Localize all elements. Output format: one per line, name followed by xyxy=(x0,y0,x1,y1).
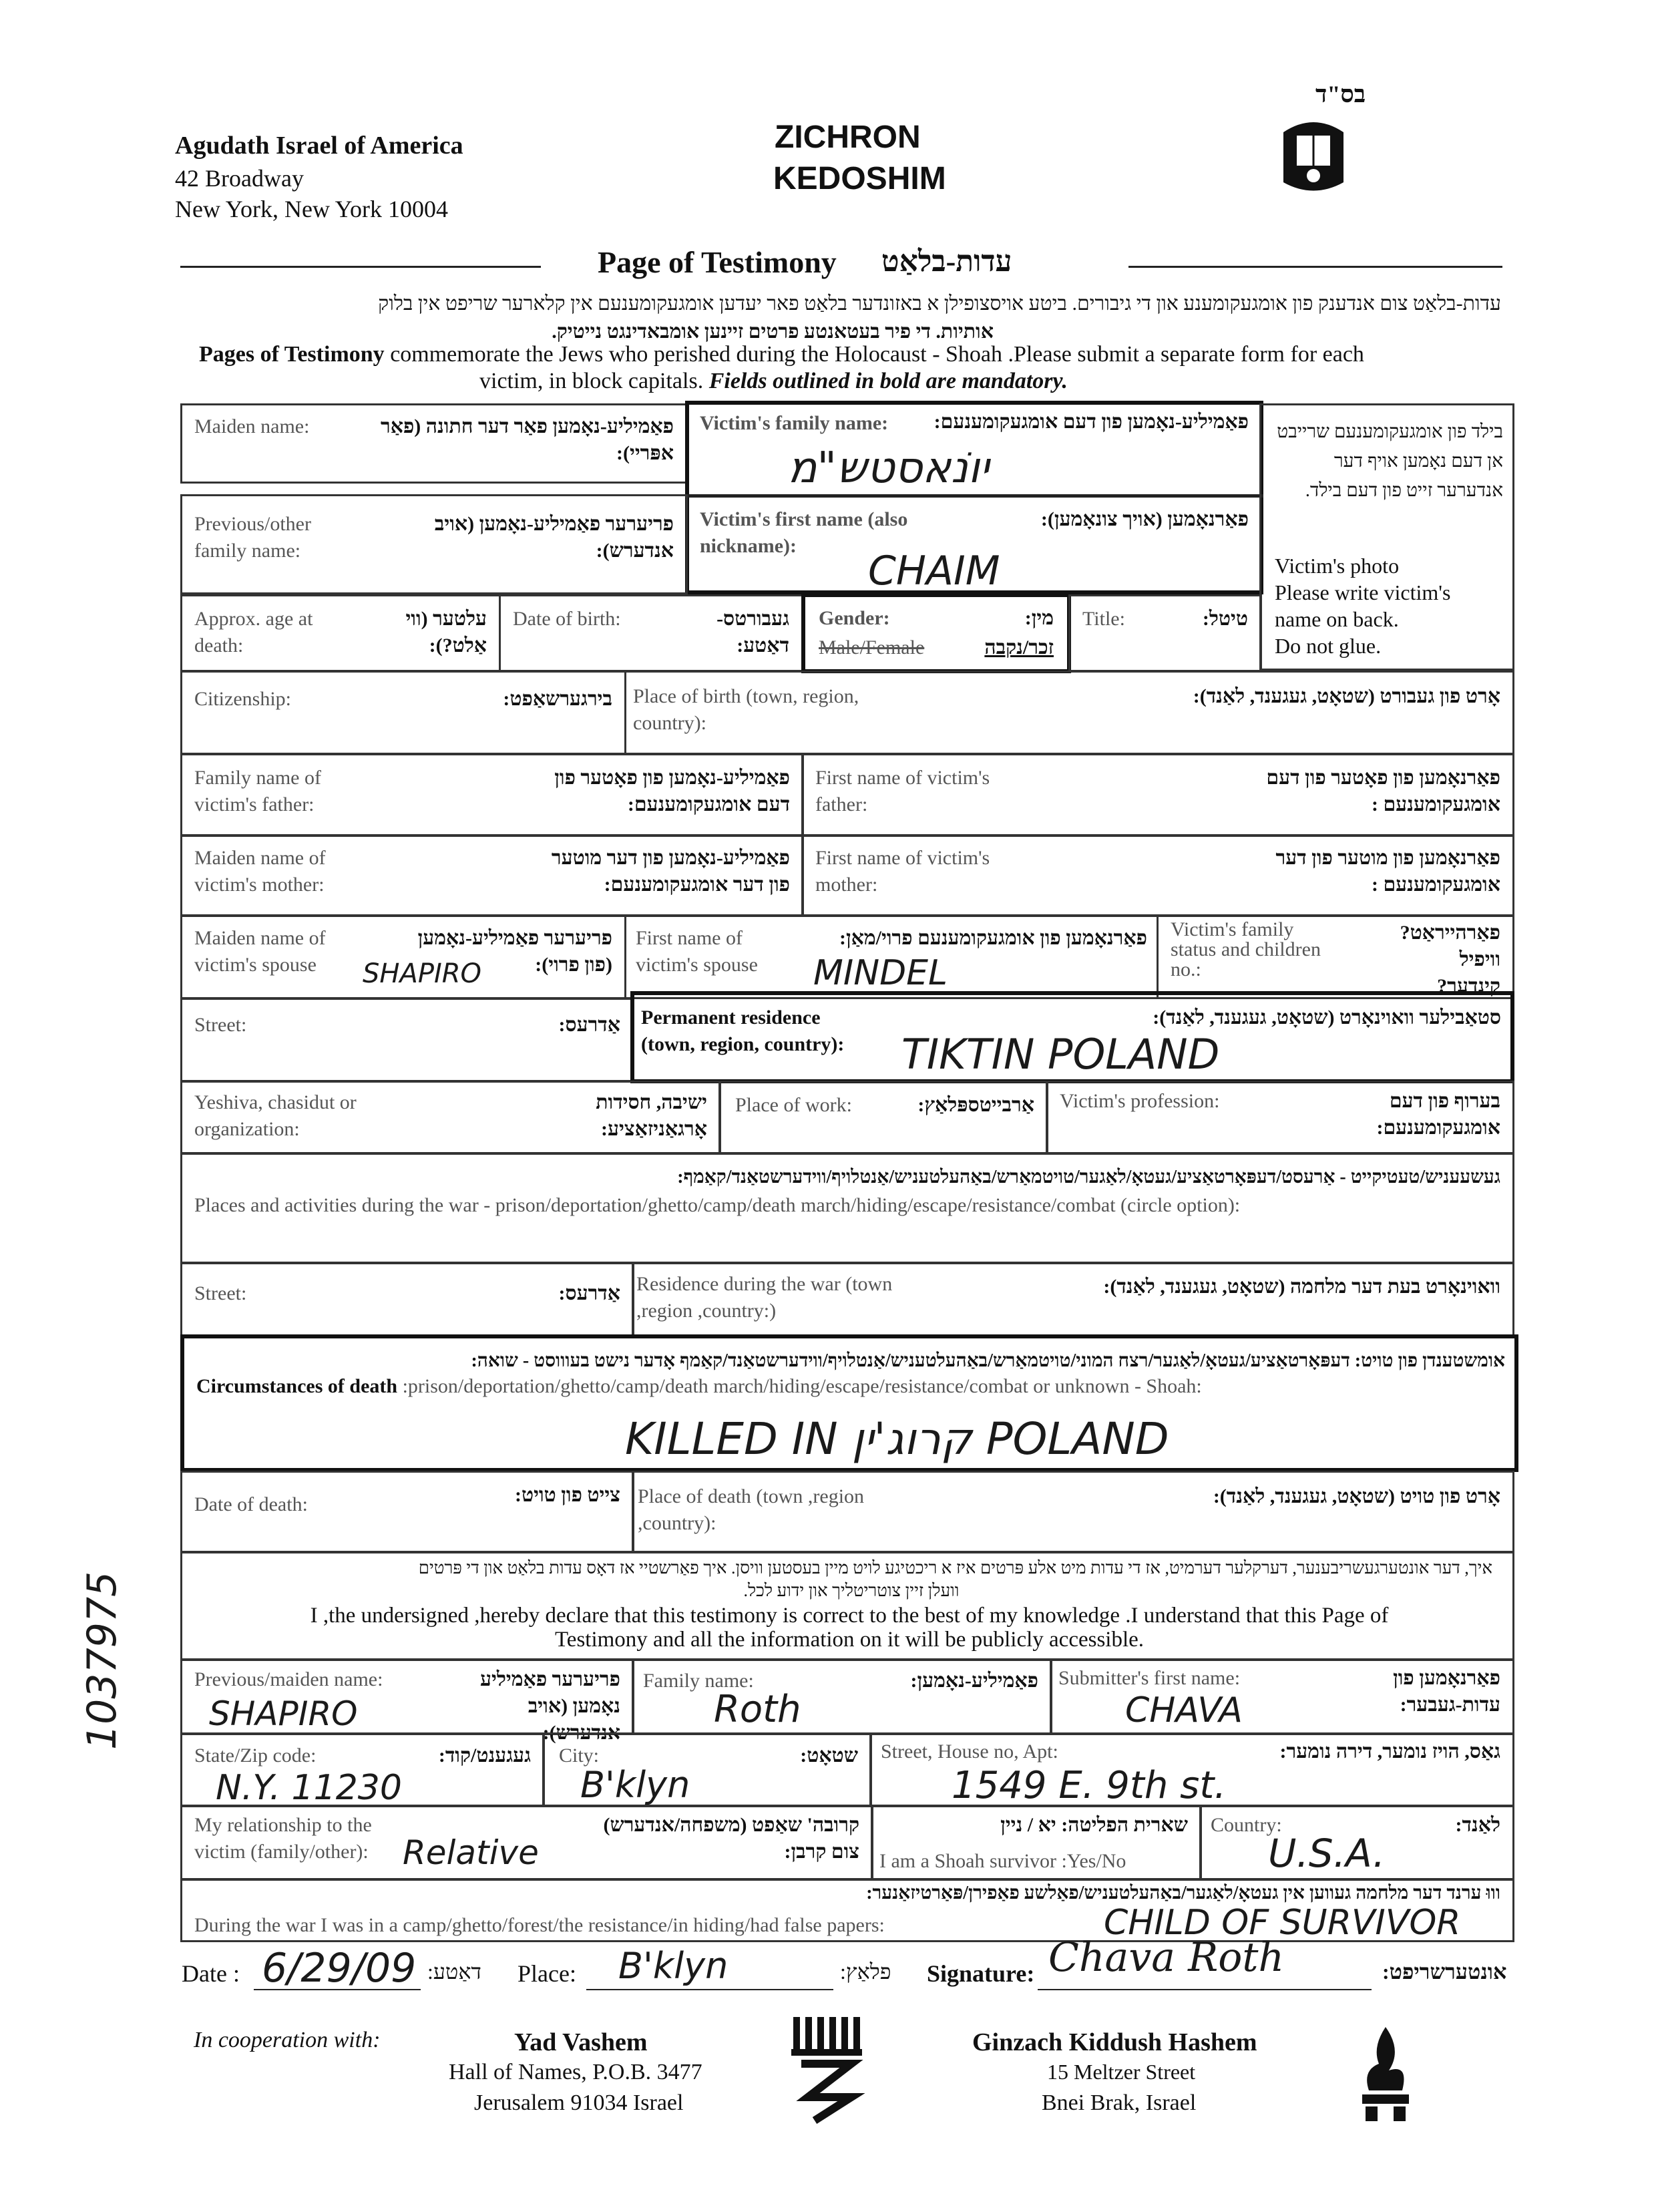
previous-family-name-label-he: פריערער פאַמיליע-נאָמען (אויב אנדערש): xyxy=(434,513,674,562)
date-of-birth-label: Date of birth: xyxy=(513,608,621,630)
relationship-label: My relationship to the victim (family/other): xyxy=(194,1814,372,1863)
submitter-family-name-value: Roth xyxy=(714,1688,801,1731)
relationship-label-he: קרובה' שאַפט (משפחה/אנדערש) צום קרבן: xyxy=(603,1814,859,1863)
submitter-prev-name-label-he: פריערער פאַמיליע נאָמען (אויב אנדערש): xyxy=(480,1668,620,1744)
intro-english-1 xyxy=(199,342,1364,367)
project-title-line2: KEDOSHIM xyxy=(773,161,946,196)
war-residence-label-he: וואוינאָרט בעת דער מלחמה (שטאָט, געגענד, לאַנד): xyxy=(1103,1276,1500,1298)
maiden-name-label: Maiden name: xyxy=(194,415,310,437)
ginzach-address-1: 15 Meltzer Street xyxy=(1047,2060,1196,2084)
submitter-first-name-label-he: פאַרנאָמען פון עדות-געבער: xyxy=(1393,1667,1500,1716)
date-value: 6/29/09 xyxy=(262,1945,417,1992)
during-war-value: CHILD OF SURVIVOR xyxy=(1104,1903,1461,1943)
yad-vashem-name: Yad Vashem xyxy=(514,2028,648,2056)
state-zip-label: State/Zip code: xyxy=(194,1744,317,1767)
photo-label-line2: Please write victim's xyxy=(1275,580,1451,604)
victim-family-name-value: יוֹנאסטש"מ xyxy=(788,443,990,493)
submitter-family-name-label: Family name: xyxy=(643,1670,754,1692)
street-house-value: 1549 E. 9th st. xyxy=(952,1764,1227,1807)
intro-english-2-text: victim, in block capitals. xyxy=(479,369,709,393)
signature-line[interactable] xyxy=(1038,1989,1372,1990)
place-of-birth-cell[interactable] xyxy=(624,671,1514,755)
profession-cell[interactable] xyxy=(1046,1081,1514,1154)
street-label-he: אַדרעס: xyxy=(558,1014,620,1036)
submitter-first-name-label: Submitter's first name: xyxy=(1058,1667,1241,1689)
father-first-name-label: First name of victim's father: xyxy=(815,767,990,815)
signature-label-he: אונטערשריפט: xyxy=(1382,1960,1507,1984)
maiden-name-label-he: פאַמיליע-נאָמען פאַר דער חתונה (פאַר אפּריי): xyxy=(380,415,674,464)
place-of-work-cell[interactable] xyxy=(718,1081,1048,1154)
margin-note: 1037975 xyxy=(79,1571,126,1750)
family-status-label-he: פאַרהייראַט? וויפיל קינדער? xyxy=(1400,922,1500,997)
spouse-first-name-label-he: פאַרנאָמען פון אומגעקומענעם פרוי/מאַן: xyxy=(839,927,1147,949)
org-address-line2: New York, New York 10004 xyxy=(175,196,449,222)
intro-english-1-text: commemorate the Jews who perished during the Holocaust - Shoah .Please submit a separate form for each xyxy=(384,342,1364,367)
gender-cell[interactable] xyxy=(801,593,1071,673)
submitter-first-name-value: CHAVA xyxy=(1125,1690,1243,1730)
yeshiva-label-he: ישיבה, חסידות אָרגאַניזאַציע: xyxy=(596,1091,707,1140)
submitter-prev-name-cell[interactable] xyxy=(180,1659,634,1744)
profession-label: Victim's profession: xyxy=(1060,1090,1220,1112)
age-at-death-cell[interactable] xyxy=(180,594,501,672)
place-label: Place: xyxy=(518,1960,576,1987)
war-residence-cell[interactable] xyxy=(632,1262,1514,1337)
signature-label: Signature: xyxy=(927,1960,1035,1987)
survivor-cell[interactable] xyxy=(871,1805,1202,1881)
ginzach-flame-logo-icon xyxy=(1349,2024,1422,2124)
citizenship-label-he: בירגערשאַפט: xyxy=(503,688,612,710)
survivor-label-he: שארית הפליטה: יא / ניין xyxy=(1000,1814,1188,1836)
spouse-maiden-name-cell[interactable] xyxy=(180,915,626,999)
place-value: B'klyn xyxy=(618,1945,729,1987)
permanent-residence-label-2: (town, region, country): xyxy=(641,1033,845,1055)
gender-label: Gender: xyxy=(819,607,890,629)
circumstances-cell[interactable] xyxy=(180,1334,1518,1472)
title-label: Title: xyxy=(1082,608,1125,630)
father-first-name-cell[interactable] xyxy=(801,753,1514,836)
war-street-label: Street: xyxy=(194,1282,247,1304)
yeshiva-cell[interactable] xyxy=(180,1081,721,1154)
ginzach-address-2: Bnei Brak, Israel xyxy=(1042,2090,1197,2115)
date-of-death-label: Date of death: xyxy=(194,1493,308,1515)
street-house-label: Street, House no, Apt: xyxy=(881,1740,1058,1763)
yad-vashem-logo-icon xyxy=(788,2010,868,2124)
during-war-label-he: וווּ ערנד דער מלחמה געווען אין געטאָ/לאַגער/באַהעלטעניש/פאַלשע פאַפירן/פּאַרטיזאַנער: xyxy=(866,1883,1500,1903)
war-street-cell[interactable] xyxy=(180,1262,634,1337)
intro-hebrew-2: אותיות. די פיר בעטאנטע פרטים זיינען אומבאדינגט נייטיק. xyxy=(552,321,994,343)
relationship-cell[interactable] xyxy=(180,1805,873,1881)
city-cell[interactable] xyxy=(542,1732,872,1807)
circumstances-label-text: :prison/deportation/ghetto/camp/death march/hiding/escape/resistance/combat or unknown - Shoah: xyxy=(397,1375,1202,1397)
yeshiva-label: Yeshiva, chasidut or organization: xyxy=(194,1091,357,1140)
spouse-first-name-cell[interactable] xyxy=(624,915,1159,999)
place-label-he: פלאַץ: xyxy=(840,1960,891,1984)
victim-first-name-label: Victim's first name (also nickname): xyxy=(700,508,908,557)
country-label: Country: xyxy=(1211,1814,1282,1836)
permanent-residence-label-he: סטאַבילער וואוינאָרט (שטאָט, געגענד, לאַנד): xyxy=(1153,1006,1501,1029)
maiden-name-cell[interactable] xyxy=(180,403,688,484)
permanent-residence-label-1: Permanent residence xyxy=(641,1006,821,1029)
war-street-label-he: אַדרעס: xyxy=(558,1282,620,1304)
war-places-cell[interactable] xyxy=(180,1153,1514,1264)
relationship-value: Relative xyxy=(403,1833,539,1872)
intro-english-2-bold: Fields outlined in bold are mandatory. xyxy=(708,369,1068,393)
street-label: Street: xyxy=(194,1014,247,1036)
citizenship-label: Citizenship: xyxy=(194,688,291,710)
circumstances-label-bold: Circumstances of death xyxy=(196,1375,398,1397)
survivor-label: I am a Shoah survivor :Yes/No xyxy=(879,1850,1126,1872)
title-rule-left xyxy=(180,266,541,268)
father-first-name-label-he: פאַרנאָמען פון פאָטער פון דעם אומגעקומענעם : xyxy=(1266,767,1500,815)
state-zip-cell[interactable] xyxy=(180,1732,545,1807)
book-emblem-icon xyxy=(1277,119,1350,199)
place-of-work-label-he: אַרבייטספּלאַץ: xyxy=(917,1094,1034,1116)
mother-first-name-label-he: פאַרנאָמען פון מוטער פון דער אומגעקומענעם : xyxy=(1275,847,1500,896)
previous-family-name-label: Previous/other family name: xyxy=(194,513,311,562)
photo-label-line3: name on back. xyxy=(1275,607,1399,631)
father-family-name-cell[interactable] xyxy=(180,753,804,836)
cooperation-label: In cooperation with: xyxy=(194,2028,381,2052)
country-label-he: לאַנד: xyxy=(1455,1814,1500,1836)
gender-options: Male/Female xyxy=(819,636,925,659)
street-house-cell[interactable] xyxy=(869,1732,1514,1807)
state-zip-label-he: געגענט/קוד: xyxy=(438,1744,531,1767)
yad-vashem-address-2: Jerusalem 91034 Israel xyxy=(474,2090,684,2115)
family-status-cell[interactable] xyxy=(1157,915,1514,999)
yad-vashem-address-1: Hall of Names, P.O.B. 3477 xyxy=(449,2060,702,2084)
photo-label-line4: Do not glue. xyxy=(1275,634,1382,658)
date-of-death-label-he: צייט פון טויט: xyxy=(515,1484,620,1506)
intro-english-2 xyxy=(479,369,1068,394)
ginzach-name: Ginzach Kiddush Hashem xyxy=(972,2028,1257,2056)
gender-label-he: מין: xyxy=(1024,607,1054,629)
mother-maiden-name-label: Maiden name of victim's mother: xyxy=(194,847,326,896)
intro-english-1-bold: Pages of Testimony xyxy=(199,342,385,367)
page-title: Page of Testimony xyxy=(598,245,837,279)
place-of-work-label: Place of work: xyxy=(735,1094,852,1116)
title-label-he: טיטל: xyxy=(1202,608,1248,630)
spouse-first-name-value: MINDEL xyxy=(813,953,948,993)
gender-options-he: זכר/נקבה xyxy=(984,636,1054,659)
country-value: U.S.A. xyxy=(1268,1831,1386,1876)
during-war-cell[interactable] xyxy=(180,1878,1514,1942)
city-label-he: שטאָט: xyxy=(800,1744,858,1767)
citizenship-cell[interactable] xyxy=(180,671,626,755)
father-family-name-label-he: פאַמיליע-נאָמען פון פאָטער פון דעם אומגעקומענעם: xyxy=(554,767,790,815)
declaration-cell xyxy=(180,1551,1514,1660)
project-title-line1: ZICHRON xyxy=(775,120,921,155)
circumstances-label-he: אומשטענדן פון טויט: דעפּאָרטאַציע/געטאָ/לאַגער/רצח המוני/טויטמאַרש/באַהעלטעניש/אַנטלויף/ווידערשטאַנד/קאַמף אָדער נישט בעוווסט - שואה: xyxy=(471,1350,1505,1371)
declaration-he-1: איך, דער אונטערגעשריבענער, דערקלער דערמיט, אז די עדות מיט אלע פּרטים איז א ריכטיגע לויט מיין בעסטען וויסן. איך פאַרשטיי אז דאָס עדות בלאַט און די פּרטים xyxy=(418,1558,1492,1578)
age-at-death-label-he: עלטער (ווי אַלט?): xyxy=(405,608,487,657)
victim-family-name-label-he: פאַמיליע-נאָמען פון דעם אומגעקומענעם: xyxy=(934,411,1249,433)
place-of-birth-label: Place of birth (town, region, country): xyxy=(633,685,859,734)
mother-maiden-name-cell[interactable] xyxy=(180,835,804,916)
org-name: Agudath Israel of America xyxy=(175,132,463,160)
place-of-death-label-he: אָרט פון טויט (שטאָט, געגענד, לאַנד): xyxy=(1213,1485,1500,1507)
declaration-en-2: Testimony and all the information on it will be publicly accessible. xyxy=(554,1628,1145,1652)
date-of-death-cell[interactable] xyxy=(180,1471,634,1553)
spouse-maiden-name-label-he: פריערער פאַמיליע-נאָמען (פון פרוי): xyxy=(417,927,612,976)
war-places-label-he: געשעעניש/טעטיקייט - אַרעסט/דעפּאָרטאַציע/געטאָ/לאַגער/טויטמאַרש/באַהעלטעניש/אַנטלויף/ווידערשטאַנד/קאַמף: xyxy=(677,1167,1500,1187)
submitter-first-name-cell[interactable] xyxy=(1050,1659,1514,1735)
submitter-prev-name-value: SHAPIRO xyxy=(209,1694,358,1733)
date-label-he: דאַטע: xyxy=(427,1960,481,1984)
family-status-label: Victim's family status and children no.: xyxy=(1171,918,1321,980)
war-places-label: Places and activities during the war - prison/deportation/ghetto/camp/death march/hiding/escape/resistance/combat (circle option): xyxy=(194,1194,1241,1216)
mother-first-name-label: First name of victim's mother: xyxy=(815,847,990,896)
bsd-mark: בס"ד xyxy=(1315,81,1366,108)
spouse-maiden-name-value: SHAPIRO xyxy=(363,958,482,989)
mother-first-name-cell[interactable] xyxy=(801,835,1514,916)
age-at-death-label: Approx. age at death: xyxy=(194,608,313,657)
submitter-prev-name-label: Previous/maiden name: xyxy=(194,1668,383,1690)
submitter-family-name-label-he: פאַמיליע-נאָמען: xyxy=(910,1670,1038,1692)
signature-value: Chava Roth xyxy=(1048,1934,1285,1981)
declaration-en-1: I ,the undersigned ,hereby declare that this testimony is correct to the best of my knowledge .I understand that this Page of xyxy=(310,1604,1389,1628)
photo-label-he: בילד פון אומגעקומענעם שרייבט אן דעם נאָמען אויף דער אנדערער זייט פון דעם בילד. xyxy=(1277,421,1503,501)
photo-cell[interactable] xyxy=(1259,403,1514,671)
circumstances-label xyxy=(196,1373,1202,1400)
place-of-death-cell[interactable] xyxy=(632,1471,1514,1553)
victim-first-name-label-he: פאַרנאָמען (אויך צונאָמען): xyxy=(1040,508,1249,530)
date-of-birth-label-he: געבורטס- דאַטע: xyxy=(716,608,789,657)
declaration-he-2: וועלן זיין צוטריטליך און ידוע לכל. xyxy=(743,1581,960,1600)
mother-maiden-name-label-he: פאַמיליע-נאָמען פון דער מוטער פון דער אומגעקומענעם: xyxy=(551,847,790,896)
profession-label-he: בערוף פון דעם אומגעקומענעם: xyxy=(1376,1090,1500,1139)
city-value: B'klyn xyxy=(580,1764,690,1806)
state-zip-value: N.Y. 11230 xyxy=(216,1768,402,1808)
previous-family-name-cell[interactable] xyxy=(180,494,688,594)
place-of-death-label: Place of death (town ,region ,country): xyxy=(638,1485,865,1534)
title-rule-right xyxy=(1128,266,1502,268)
date-of-birth-cell[interactable] xyxy=(499,594,803,672)
country-cell[interactable] xyxy=(1199,1805,1514,1881)
org-address-line1: 42 Broadway xyxy=(175,165,304,192)
victim-first-name-value: CHAIM xyxy=(868,548,1000,594)
submitter-family-name-cell[interactable] xyxy=(632,1659,1052,1735)
page-title-hebrew: עדות-בלאַט xyxy=(881,245,1012,278)
photo-label-line1: Victim's photo xyxy=(1275,554,1400,578)
permanent-residence-value: TIKTIN POLAND xyxy=(901,1030,1220,1079)
permanent-residence-cell[interactable] xyxy=(630,991,1514,1083)
street-cell[interactable] xyxy=(180,998,634,1082)
father-family-name-label: Family name of victim's father: xyxy=(194,767,321,815)
war-residence-label: Residence during the war (town ,region ,country:) xyxy=(636,1273,893,1322)
street-house-label-he: גאַס, הויז נומער, דירה נומער: xyxy=(1279,1740,1500,1763)
victim-family-name-label: Victim's family name: xyxy=(700,412,889,434)
intro-hebrew-1: עדות-בלאַט צום אנדענק פון אומגעקומענע און די גיבורים. ביטע אויסצופילן א באזונדער בלאַט פאר יעדען אומגעקומענעם אין קלארער שריפט אין בלוק xyxy=(378,293,1501,315)
victim-name-divider xyxy=(685,494,1263,498)
circumstances-value: KILLED IN קרוג'ין POLAND xyxy=(625,1413,1169,1465)
spouse-maiden-name-label: Maiden name of victim's spouse xyxy=(194,927,326,976)
during-war-label: During the war I was in a camp/ghetto/forest/the resistance/in hiding/had false papers: xyxy=(194,1914,885,1936)
title-cell[interactable] xyxy=(1068,594,1262,672)
spouse-first-name-label: First name of victim's spouse xyxy=(636,927,758,976)
city-label: City: xyxy=(559,1744,600,1767)
place-line[interactable] xyxy=(586,1989,833,1990)
date-label: Date : xyxy=(182,1960,240,1987)
place-of-birth-label-he: אָרט פון געבורט (שטאָט, געגענד, לאַנד): xyxy=(1193,685,1500,707)
